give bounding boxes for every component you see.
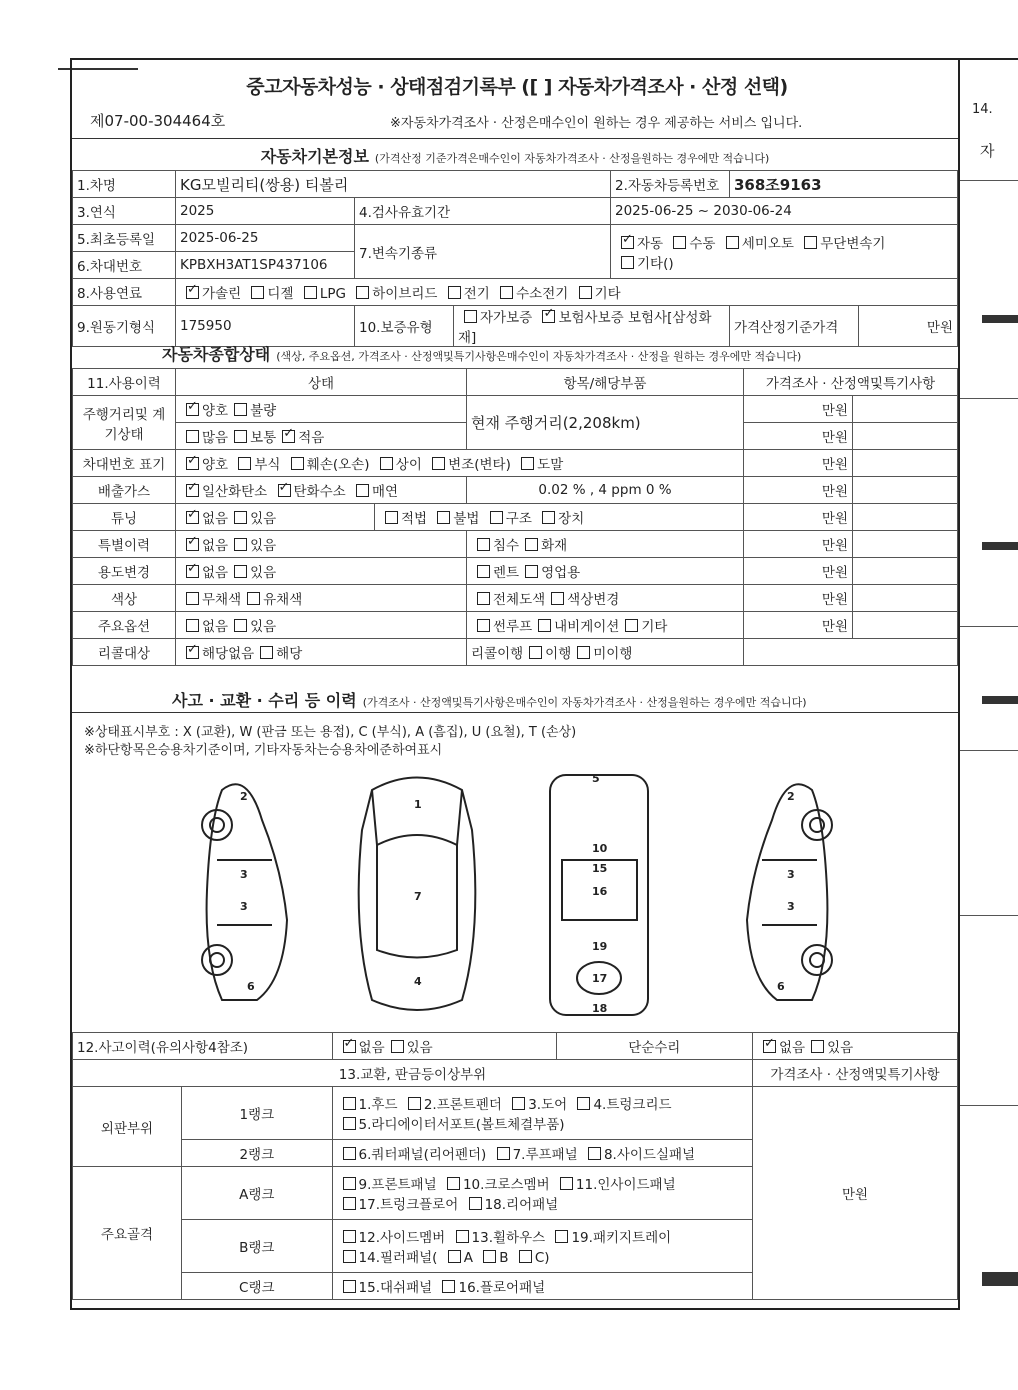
emission-options: ✓ 일산화탄소 ✓ 탄화수소 매연: [176, 477, 467, 504]
next-page-edge: [960, 58, 1018, 1312]
legend-symbols: ※상태표시부호 : X (교환), W (판금 또는 용접), C (부식), A (흠집), U (요철), T (손상): [84, 725, 577, 740]
col-history: 11.사용이력: [73, 369, 176, 396]
check-legal[interactable]: [385, 511, 398, 524]
legend-note: ※하단항목은승용차기준이며, 기타자동차는승용차에준하여표시: [84, 743, 443, 758]
price-unit: 만원: [744, 504, 853, 531]
check-repaint[interactable]: [477, 592, 490, 605]
option-state: 없음 있음: [176, 612, 467, 639]
check-manual[interactable]: [673, 236, 686, 249]
check-door[interactable]: [512, 1097, 525, 1110]
check-package-tray[interactable]: [555, 1230, 568, 1243]
check-cross-member[interactable]: [447, 1177, 460, 1190]
label-vin: 6.차대번호: [73, 252, 176, 279]
label-rank1: 1랭크: [182, 1087, 333, 1140]
check-vin-smeared[interactable]: [521, 457, 534, 470]
mileage-state-b: 많음 보통✓ 적음: [176, 423, 467, 450]
label-rankA: A랭크: [182, 1167, 333, 1220]
base-price-unit: 만원: [859, 306, 958, 347]
insp-period: 2025-06-25 ~ 2030-06-24: [611, 198, 958, 225]
label-special: 특별이력: [73, 531, 176, 558]
check-side-member[interactable]: [343, 1230, 356, 1243]
repair-table: [72, 1032, 958, 1300]
parts-heading: 13.교환, 판금등이상부위: [73, 1060, 753, 1087]
label-emission: 배출가스: [73, 477, 176, 504]
check-fuel-other[interactable]: [579, 286, 592, 299]
check-trunk-floor[interactable]: [343, 1197, 356, 1210]
mileage-value: 현재 주행거리(2,208km): [467, 396, 744, 450]
check-radiator-support[interactable]: [343, 1117, 356, 1130]
part-num: 3: [787, 900, 795, 913]
check-mileage-low[interactable]: [282, 430, 295, 443]
check-auto[interactable]: [621, 236, 634, 249]
label-frame: 주요골격: [73, 1167, 182, 1300]
price-unit: 만원: [744, 423, 853, 450]
car-damage-diagram: [72, 760, 958, 1040]
label-car-name: 1.차명: [73, 171, 176, 198]
label-insp: 4.검사유효기간: [355, 198, 611, 225]
next-page-char: 자: [980, 142, 995, 160]
check-vin-diff[interactable]: [380, 457, 393, 470]
check-rear-panel[interactable]: [469, 1197, 482, 1210]
check-trans-other[interactable]: [621, 256, 634, 269]
recall-state: ✓ 해당없음 해당: [176, 639, 467, 666]
price-heading: 가격조사 · 산정액및특기사항: [753, 1060, 958, 1087]
color-state: 무채색 유채색: [176, 585, 467, 612]
check-flood[interactable]: [477, 538, 490, 551]
wheel-icon: [202, 810, 232, 840]
special-items: 침수 화재: [467, 531, 744, 558]
price-unit: 만원: [744, 612, 853, 639]
first-reg: 2025-06-25: [176, 225, 355, 252]
check-smoke[interactable]: [356, 484, 369, 497]
check-vin-good[interactable]: [186, 457, 199, 470]
part-num: 3: [240, 900, 248, 913]
check-hood[interactable]: [343, 1097, 356, 1110]
part-num: 4: [414, 975, 422, 988]
check-recall-done[interactable]: [529, 646, 542, 659]
check-hc[interactable]: [278, 484, 291, 497]
check-mileage-good[interactable]: [186, 403, 199, 416]
label-mileage: 주행거리및 계기상태: [73, 396, 176, 450]
price-unit: 만원: [744, 477, 853, 504]
label-reg-no: 2.자동차등록번호: [611, 171, 730, 198]
check-front-panel[interactable]: [343, 1177, 356, 1190]
check-device[interactable]: [542, 511, 555, 524]
label-base-price: 가격산정기준가격: [730, 306, 859, 347]
tuning-items: 적법 불법 구조 장치: [375, 504, 744, 531]
check-trunk-lid[interactable]: [577, 1097, 590, 1110]
check-illegal[interactable]: [437, 511, 450, 524]
price-unit: 만원: [744, 450, 853, 477]
check-hybrid[interactable]: [356, 286, 369, 299]
check-cvt[interactable]: [804, 236, 817, 249]
use-items: 렌트 영업용: [467, 558, 744, 585]
price-unit: 만원: [744, 585, 853, 612]
next-page-number: 14.: [972, 102, 993, 117]
year: 2025: [176, 198, 355, 225]
part-num: 10: [592, 842, 608, 855]
label-option: 주요옵션: [73, 612, 176, 639]
check-front-fender[interactable]: [408, 1097, 421, 1110]
check-special-none[interactable]: [186, 538, 199, 551]
reg-no: 368조9163: [730, 171, 958, 198]
check-insurer-warranty[interactable]: [542, 310, 555, 323]
label-tuning: 튜닝: [73, 504, 176, 531]
trans-options: ✓자동 수동 세미오토 무단변속기 기타(): [611, 225, 958, 279]
check-sunroof[interactable]: [477, 619, 490, 632]
check-tuning-yes[interactable]: [234, 511, 247, 524]
check-option-yes[interactable]: [234, 619, 247, 632]
part-num: 7: [414, 890, 422, 903]
label-outer: 외판부위: [73, 1087, 182, 1167]
check-hydrogen[interactable]: [500, 286, 513, 299]
status-heading: 자동차종합상태 (색상, 주요옵션, 가격조사 · 산정액및특기사항은매수인이 자동차가격조사 · 산정을 원하는 경우에만 적습니다): [162, 345, 802, 364]
part-num: 19: [592, 940, 608, 953]
check-commercial[interactable]: [525, 565, 538, 578]
check-option-none[interactable]: [186, 619, 199, 632]
rankC-items: 15.대쉬패널 16.플로어패널: [332, 1273, 752, 1300]
basic-info-heading: 자동차기본정보 (가격산정 기준가격은매수인이 자동차가격조사 · 산정을원하는 경우에만 적습니다): [260, 147, 770, 166]
emission-values: 0.02 % , 4 ppm 0 %: [467, 477, 744, 504]
use-state: ✓ 없음 있음: [176, 558, 467, 585]
wheel-icon: [802, 945, 832, 975]
part-num: 18: [592, 1002, 608, 1015]
part-num: 1: [414, 798, 422, 811]
label-first-reg: 5.최초등록일: [73, 225, 176, 252]
check-co[interactable]: [186, 484, 199, 497]
check-inside-panel[interactable]: [560, 1177, 573, 1190]
recall-items: 리콜이행 이행 미이행: [467, 639, 744, 666]
special-state: ✓ 없음 있음: [176, 531, 467, 558]
label-use: 용도변경: [73, 558, 176, 585]
inspection-form: [70, 58, 960, 1310]
check-structure[interactable]: [490, 511, 503, 524]
col-items: 항목/해당부품: [467, 369, 744, 396]
check-floor-panel[interactable]: [442, 1280, 455, 1293]
check-mileage-high[interactable]: [186, 430, 199, 443]
fuel-options: ✓ 가솔린 디젤 LPG 하이브리드 전기 수소전기 기타: [176, 279, 958, 306]
check-navigation[interactable]: [538, 619, 551, 632]
col-state: 상태: [176, 369, 467, 396]
part-num: 2: [787, 790, 795, 803]
check-diesel[interactable]: [251, 286, 264, 299]
vin: KPBXH3AT1SP437106: [176, 252, 355, 279]
check-option-other[interactable]: [625, 619, 638, 632]
check-simple-yes[interactable]: [811, 1040, 824, 1053]
part-num: 16: [592, 885, 608, 898]
check-fire[interactable]: [525, 538, 538, 551]
check-roof-panel[interactable]: [497, 1147, 510, 1160]
label-color: 색상: [73, 585, 176, 612]
check-achromatic[interactable]: [186, 592, 199, 605]
repair-price-unit: 만원: [753, 1087, 958, 1300]
label-trans: 7.변속기종류: [355, 225, 611, 279]
check-simple-none[interactable]: [763, 1040, 776, 1053]
check-pillar-c[interactable]: [519, 1250, 532, 1263]
car-name: KG모빌리티(쌍용) 티볼리: [176, 171, 611, 198]
check-vin-altered[interactable]: [432, 457, 445, 470]
option-items: 썬루프 내비게이션 기타: [467, 612, 744, 639]
label-warranty: 10.보증유형: [355, 306, 454, 347]
label-engine: 9.원동기형식: [73, 306, 176, 347]
check-recall-none[interactable]: [186, 646, 199, 659]
rankA-items: 9.프론트패널 10.크로스멤버 11.인사이드패널 17.트렁크플로어 18.리어패널: [332, 1167, 752, 1220]
basic-info-table: [72, 170, 958, 347]
check-mileage-mid[interactable]: [234, 430, 247, 443]
label-accident: 12.사고이력(유의사항4참조): [73, 1033, 333, 1060]
check-recall-notdone[interactable]: [577, 646, 590, 659]
label-vinmark: 차대번호 표기: [73, 450, 176, 477]
label-rankB: B랭크: [182, 1220, 333, 1273]
registration-serial: 제07-00-304464호: [90, 112, 226, 130]
price-unit: 만원: [744, 531, 853, 558]
check-side-sill[interactable]: [588, 1147, 601, 1160]
form-title: 중고자동차성능 · 상태점검기록부 ([ ] 자동차가격조사 · 산정 선택): [246, 76, 788, 98]
wheel-icon: [202, 945, 232, 975]
check-pillar-panel[interactable]: [343, 1250, 356, 1263]
col-price: 가격조사 · 산정액및특기사항: [744, 369, 958, 396]
label-rank2: 2랭크: [182, 1140, 333, 1167]
check-vin-rust[interactable]: [238, 457, 251, 470]
rank1-items: 1.후드 2.프론트펜더 3.도어 4.트렁크리드 5.라디에이터서포트(볼트체결부품): [332, 1087, 752, 1140]
rankB-items: 12.사이드멤버 13.휠하우스 19.패키지트레이 14.필러패널( A B C): [332, 1220, 752, 1273]
check-use-yes[interactable]: [234, 565, 247, 578]
check-lpg[interactable]: [304, 286, 317, 299]
check-chromatic[interactable]: [247, 592, 260, 605]
label-recall: 리콜대상: [73, 639, 176, 666]
vinmark-options: ✓ 양호 부식 훼손(오손) 상이 변조(변타) 도말: [176, 450, 744, 477]
label-fuel: 8.사용연료: [73, 279, 176, 306]
status-table: [72, 368, 958, 666]
check-semi[interactable]: [726, 236, 739, 249]
check-tuning-none[interactable]: [186, 511, 199, 524]
simple-repair-state: ✓ 없음 있음: [753, 1033, 958, 1060]
wheel-icon: [802, 810, 832, 840]
label-rankC: C랭크: [182, 1273, 333, 1300]
check-rent[interactable]: [477, 565, 490, 578]
check-gasoline[interactable]: [186, 286, 199, 299]
mileage-state-a: ✓양호 불량: [176, 396, 467, 423]
accident-legend: [84, 724, 576, 760]
check-color-change[interactable]: [551, 592, 564, 605]
engine: 175950: [176, 306, 355, 347]
color-items: 전체도색 색상변경: [467, 585, 744, 612]
service-note: ※자동차가격조사 · 산정은매수인이 원하는 경우 제공하는 서비스 입니다.: [390, 116, 803, 131]
check-pillar-a[interactable]: [448, 1250, 461, 1263]
tuning-state: ✓ 없음 있음: [176, 504, 375, 531]
label-year: 3.연식: [73, 198, 176, 225]
warranty-options: 자가보증 ✓ 보험사보증 보험사[삼성화재]: [454, 306, 730, 347]
check-special-yes[interactable]: [234, 538, 247, 551]
price-unit: 만원: [744, 396, 853, 423]
part-num: 2: [240, 790, 248, 803]
check-quarter-panel[interactable]: [343, 1147, 356, 1160]
check-dash-panel[interactable]: [343, 1280, 356, 1293]
price-unit: 만원: [744, 558, 853, 585]
check-accident-none[interactable]: [343, 1040, 356, 1053]
check-pillar-b[interactable]: [483, 1250, 496, 1263]
part-num: 3: [787, 868, 795, 881]
check-electric[interactable]: [448, 286, 461, 299]
check-use-none[interactable]: [186, 565, 199, 578]
rank2-items: 6.쿼터패널(리어펜더) 7.루프패널 8.사이드실패널: [332, 1140, 752, 1167]
accident-state: ✓ 없음 있음: [332, 1033, 556, 1060]
accident-heading: 사고 · 교환 · 수리 등 이력 (가격조사 · 산정액및특기사항은매수인이 자동차가격조사 · 산정을원하는 경우에만 적습니다): [172, 691, 807, 710]
part-num: 3: [240, 868, 248, 881]
part-num: 15: [592, 862, 608, 875]
label-simple-repair: 단순수리: [556, 1033, 752, 1060]
check-self-warranty[interactable]: [464, 310, 477, 323]
part-num: 5: [592, 772, 600, 785]
check-vin-damage[interactable]: [291, 457, 304, 470]
check-recall-yes[interactable]: [260, 646, 273, 659]
part-num: 6: [247, 980, 255, 993]
part-num: 17: [592, 972, 608, 985]
check-accident-yes[interactable]: [391, 1040, 404, 1053]
part-num: 6: [777, 980, 785, 993]
check-wheel-house[interactable]: [456, 1230, 469, 1243]
check-mileage-bad[interactable]: [234, 403, 247, 416]
